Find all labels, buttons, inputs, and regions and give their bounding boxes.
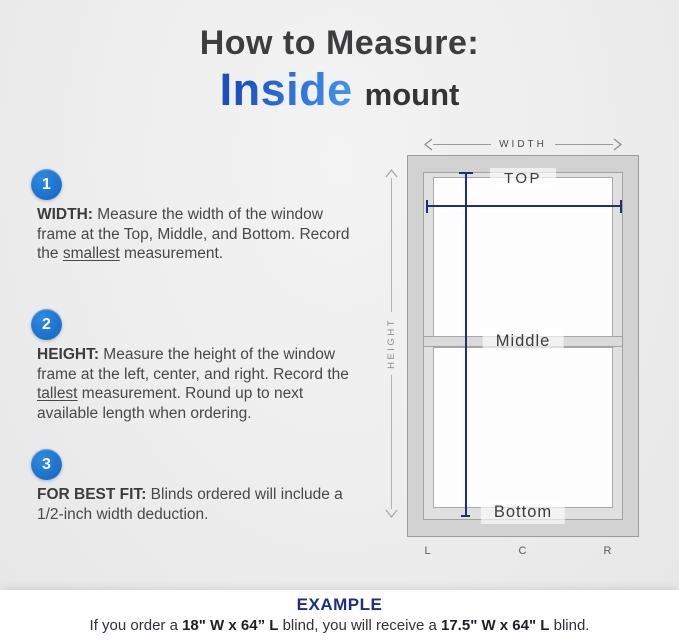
height-measure-line	[459, 172, 473, 517]
example-text-start: If you order a	[89, 617, 183, 634]
step-1-underlined-word: smallest	[62, 245, 120, 262]
example-heading: EXAMPLE	[296, 595, 383, 614]
arrow-down-icon	[385, 509, 398, 518]
page-title	[0, 24, 679, 116]
step-1-text	[37, 205, 364, 264]
step-3-number-badge: 3	[31, 449, 62, 480]
example-footer	[0, 590, 679, 642]
height-dimension-arrow	[384, 169, 398, 518]
step-1-body: Measure the width of the window frame at the Top, Middle, and Bottom. Record the	[37, 206, 350, 262]
title-line1: How to Measure:	[199, 24, 480, 62]
measure-line	[465, 172, 467, 517]
step-3-lead: FOR BEST FIT:	[37, 486, 147, 503]
step-3-body: Blinds ordered will include a 1/2-inch width deduction.	[37, 486, 343, 523]
axis-label-left: L	[424, 545, 432, 557]
measure-cap	[620, 200, 622, 213]
label-top: TOP	[490, 168, 556, 189]
arrow-up-icon	[385, 169, 398, 178]
label-bottom: Bottom	[481, 501, 565, 524]
measure-cap	[461, 515, 470, 517]
step-3-text	[37, 485, 364, 524]
step-2-number-badge: 2	[31, 309, 62, 340]
width-measure-line	[426, 200, 622, 213]
step-2-underlined-word: tallest	[37, 385, 78, 402]
axis-label-center: C	[518, 545, 528, 557]
title-highlight: Inside	[219, 64, 353, 115]
step-2-lead: HEIGHT:	[37, 346, 99, 363]
arrow-line	[391, 375, 392, 509]
step-2-body-end: measurement. Round up to next available length when ordering.	[37, 385, 304, 422]
step-2-text	[37, 345, 364, 423]
arrow-right-icon	[613, 138, 622, 151]
label-middle: Middle	[483, 330, 564, 353]
arrow-line	[433, 144, 491, 145]
example-text	[0, 617, 679, 634]
axis-label-right: R	[603, 545, 613, 557]
width-label: WIDTH	[499, 138, 547, 150]
step-1-number-badge: 1	[31, 169, 62, 200]
example-ordered-size: 18" W x 64” L	[182, 617, 279, 634]
arrow-left-icon	[424, 138, 433, 151]
example-received-size: 17.5" W x 64" L	[441, 617, 550, 634]
step-1-body-end: measurement.	[119, 245, 224, 262]
title-line2	[0, 64, 679, 116]
arrow-line	[391, 178, 392, 312]
title-suffix: mount	[364, 77, 460, 112]
measure-line	[426, 205, 622, 207]
height-label: HEIGHT	[385, 318, 397, 369]
example-text-end: blind.	[549, 617, 590, 634]
width-dimension-arrow	[424, 137, 622, 151]
example-text-middle: blind, you will receive a	[278, 617, 441, 634]
step-2-body: Measure the height of the window frame at the left, center, and right. Record the	[37, 346, 349, 383]
arrow-line	[555, 144, 613, 145]
step-1-lead: WIDTH:	[37, 206, 93, 223]
